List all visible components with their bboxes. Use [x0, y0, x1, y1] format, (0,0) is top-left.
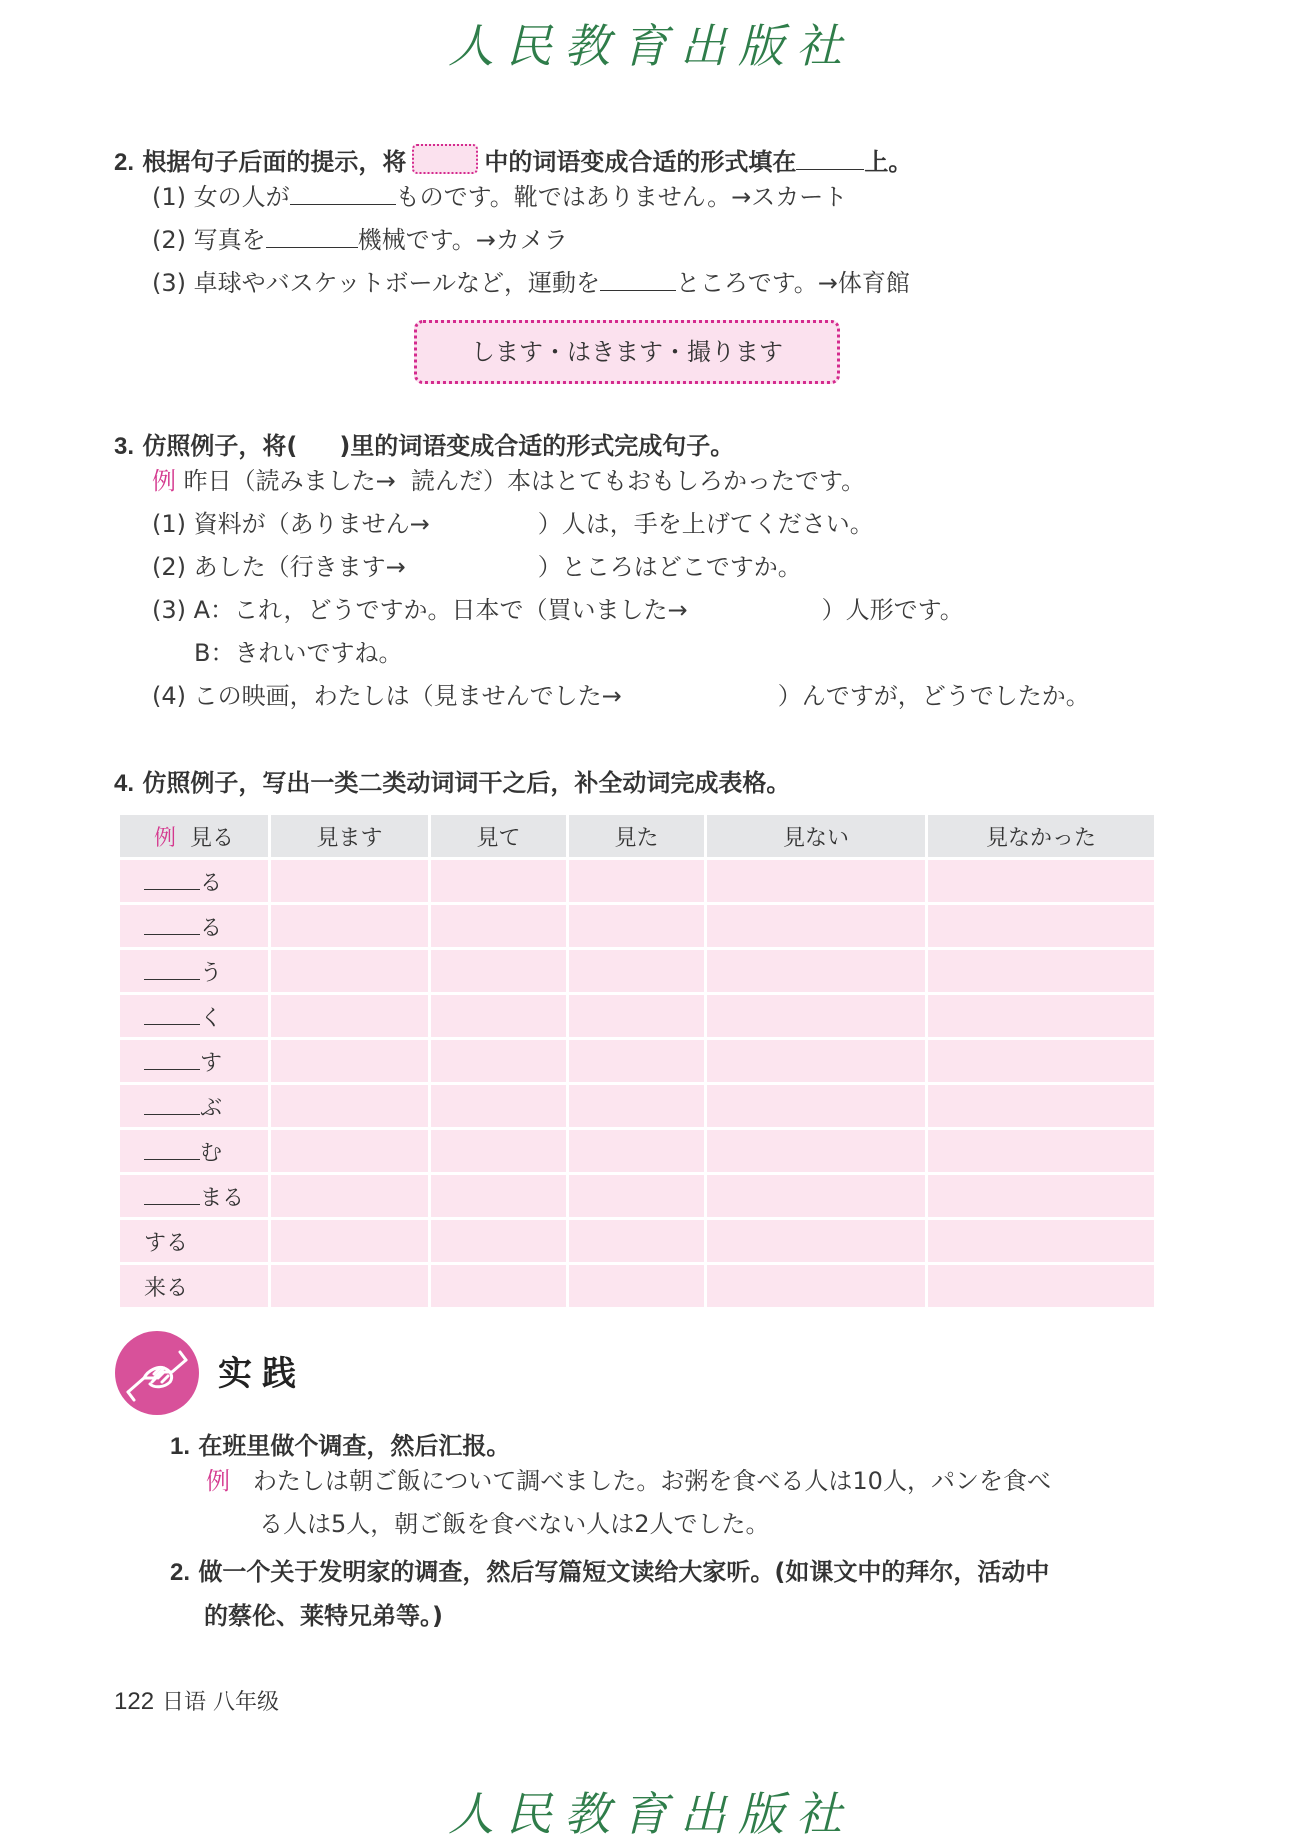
- verb-cell: [120, 1085, 268, 1130]
- answer-cell[interactable]: [928, 905, 1154, 950]
- table-row: [120, 995, 1154, 1040]
- page-number: 122: [114, 1688, 155, 1715]
- stem-blank[interactable]: [144, 1139, 200, 1160]
- answer-cell[interactable]: [707, 860, 925, 905]
- answer-cell[interactable]: [707, 1175, 925, 1220]
- stem-blank[interactable]: [144, 1049, 200, 1070]
- exercise-3-instruction-after: )里的词语变成合适的形式完成句子。: [339, 432, 735, 460]
- verb-cell: [120, 995, 268, 1040]
- answer-blank[interactable]: [266, 225, 358, 248]
- verb-ending: す: [200, 1050, 223, 1076]
- table-header-cell: 見ない: [707, 815, 925, 860]
- answer-blank[interactable]: [600, 268, 676, 291]
- answer-cell[interactable]: [928, 1130, 1154, 1175]
- exercise-2-instruction-end: 上。: [864, 148, 913, 176]
- answer-cell[interactable]: [271, 860, 428, 905]
- table-header-cell: 見ます: [271, 815, 428, 860]
- exercise-2-item-1: [152, 182, 847, 212]
- answer-cell[interactable]: [431, 950, 566, 995]
- table-row: [120, 1265, 1154, 1310]
- answer-cell[interactable]: [569, 1040, 704, 1085]
- item-label: (3): [152, 596, 186, 624]
- item-label: (2): [152, 226, 186, 254]
- table-header-cell: 見なかった: [928, 815, 1154, 860]
- answer-cell[interactable]: [431, 1265, 566, 1310]
- word-box: します・はきます・撮ります: [414, 320, 840, 384]
- exercise-2-heading: [114, 142, 912, 177]
- item-text-after: ものです。靴ではありません。→スカート: [395, 183, 848, 211]
- sample-blank: [796, 147, 864, 170]
- answer-cell[interactable]: [569, 905, 704, 950]
- verb-ending: する: [144, 1230, 189, 1256]
- stem-blank[interactable]: [144, 1094, 200, 1115]
- stem-blank[interactable]: [144, 1004, 200, 1025]
- answer-cell[interactable]: [569, 1175, 704, 1220]
- table-header-example: [120, 815, 268, 860]
- exercise-3-item-3-reply: B：きれいですね。: [194, 639, 403, 667]
- answer-cell[interactable]: [928, 950, 1154, 995]
- answer-cell[interactable]: [431, 905, 566, 950]
- answer-cell[interactable]: [707, 1085, 925, 1130]
- practice-title: 实践: [218, 1354, 306, 1394]
- stem-blank[interactable]: [144, 959, 200, 980]
- table-row: [120, 1040, 1154, 1085]
- verb-ending: く: [200, 1005, 223, 1031]
- answer-cell[interactable]: [431, 1130, 566, 1175]
- item-label: (3): [152, 269, 186, 297]
- answer-cell[interactable]: [271, 1085, 428, 1130]
- item-text-before: この映画，わたしは（見ませんでした→: [193, 682, 622, 710]
- exercise-3-example: [152, 466, 865, 496]
- verb-ending: る: [200, 915, 223, 941]
- table-row: [120, 1130, 1154, 1175]
- practice-item-1: [170, 1426, 510, 1461]
- item-text-before: 写真を: [193, 226, 266, 254]
- stem-blank[interactable]: [144, 869, 200, 890]
- exercise-4-heading: [114, 763, 790, 798]
- item-text-after: ）人は，手を上げてください。: [537, 510, 874, 538]
- book-title: 日语 八年级: [162, 1690, 280, 1715]
- answer-cell[interactable]: [707, 1040, 925, 1085]
- answer-cell[interactable]: [707, 1130, 925, 1175]
- answer-cell[interactable]: [569, 950, 704, 995]
- table-header-cell: 見て: [431, 815, 566, 860]
- stem-blank[interactable]: [144, 1184, 200, 1205]
- answer-cell[interactable]: [431, 1220, 566, 1265]
- practice-example-line-2: る人は5人，朝ご飯を食べない人は2人でした。: [259, 1510, 770, 1538]
- item-label: (1): [152, 183, 186, 211]
- example-verb: 見る: [190, 825, 235, 851]
- exercise-2-instruction-before: 根据句子后面的提示，将: [142, 148, 407, 176]
- verb-ending: む: [200, 1140, 223, 1166]
- item-text-after: ）人形です。: [821, 596, 964, 624]
- answer-cell[interactable]: [271, 905, 428, 950]
- answer-cell[interactable]: [928, 1085, 1154, 1130]
- handshake-icon: [114, 1330, 200, 1416]
- example-mark: 例: [154, 825, 177, 851]
- exercise-2-item-2: [152, 225, 568, 255]
- exercise-2-item-3: [152, 268, 910, 298]
- practice-example-line-1: [206, 1466, 1051, 1496]
- answer-cell[interactable]: [569, 1085, 704, 1130]
- table-header-row: [120, 815, 1154, 860]
- exercise-4-number: 4.: [114, 770, 135, 797]
- example-text-before: 昨日（読みました→: [183, 467, 396, 495]
- example-mark: 例: [152, 467, 176, 495]
- item-text-before: A：これ，どうですか。日本で（買いました→: [193, 596, 688, 624]
- answer-cell[interactable]: [271, 1220, 428, 1265]
- answer-cell[interactable]: [271, 1040, 428, 1085]
- header-publisher-logo: 人民教育出版社: [448, 19, 854, 73]
- conjugation-table: [117, 815, 1157, 1310]
- verb-cell: [120, 905, 268, 950]
- answer-cell[interactable]: [928, 1175, 1154, 1220]
- answer-cell[interactable]: [271, 950, 428, 995]
- verb-ending: う: [200, 960, 223, 986]
- item-text-before: 女の人が: [193, 183, 290, 211]
- item-text-after: 機械です。→カメラ: [357, 226, 568, 254]
- answer-cell[interactable]: [569, 860, 704, 905]
- answer-cell[interactable]: [271, 1130, 428, 1175]
- answer-cell[interactable]: [271, 1175, 428, 1220]
- page-footer: [114, 1685, 279, 1716]
- practice-item-2-line-2: 的蔡伦、莱特兄弟等。): [204, 1602, 443, 1630]
- item-label: (2): [152, 553, 186, 581]
- answer-cell[interactable]: [271, 1265, 428, 1310]
- inline-word-box-icon: [412, 144, 478, 174]
- answer-cell[interactable]: [928, 1265, 1154, 1310]
- answer-cell[interactable]: [707, 950, 925, 995]
- answer-cell[interactable]: [707, 905, 925, 950]
- verb-cell: [120, 860, 268, 905]
- verb-cell: [120, 1175, 268, 1220]
- footer-publisher-logo: 人民教育出版社: [448, 1787, 854, 1841]
- answer-cell[interactable]: [707, 1220, 925, 1265]
- exercise-3-heading: [114, 426, 734, 461]
- exercise-3-number: 3.: [114, 433, 135, 460]
- item-text-before: 卓球やバスケットボールなど，運動を: [193, 269, 600, 297]
- verb-cell: [120, 1220, 268, 1265]
- item-label: (1): [152, 510, 186, 538]
- verb-ending: る: [200, 870, 223, 896]
- exercise-3-item-3: [152, 595, 964, 625]
- exercise-2-number: 2.: [114, 149, 135, 176]
- table-row: [120, 1085, 1154, 1130]
- answer-cell[interactable]: [569, 1265, 704, 1310]
- example-mark: 例: [206, 1467, 230, 1495]
- answer-cell[interactable]: [271, 995, 428, 1040]
- example-text-after: ）本はとてもおもしろかったです。: [483, 467, 866, 495]
- stem-blank[interactable]: [144, 914, 200, 935]
- item-text-before: 資料が（ありません→: [193, 510, 430, 538]
- exercise-2-instruction-after: 中的词语变成合适的形式填在: [484, 148, 797, 176]
- verb-ending: ぶ: [200, 1095, 223, 1121]
- item-text-after: ）んですが，どうでしたか。: [777, 682, 1090, 710]
- verb-cell: [120, 1040, 268, 1085]
- answer-cell[interactable]: [707, 995, 925, 1040]
- item-text-before: あした（行きます→: [193, 553, 406, 581]
- answer-cell[interactable]: [569, 1130, 704, 1175]
- item-text-after: ）ところはどこですか。: [537, 553, 802, 581]
- answer-blank[interactable]: [290, 182, 396, 205]
- item-label: (4): [152, 682, 186, 710]
- answer-cell[interactable]: [928, 860, 1154, 905]
- item-text-after: ところです。→体育館: [675, 269, 910, 297]
- answer-cell[interactable]: [431, 1085, 566, 1130]
- example-answer: 読んだ: [411, 467, 484, 495]
- verb-ending: 来る: [144, 1275, 189, 1301]
- exercise-3-item-2: [152, 552, 802, 582]
- practice-item-number: 1.: [170, 1433, 191, 1460]
- exercise-4-instruction: 仿照例子，写出一类二类动词词干之后，补全动词完成表格。: [142, 769, 791, 797]
- table-row: [120, 1220, 1154, 1265]
- answer-cell[interactable]: [431, 860, 566, 905]
- example-text: わたしは朝ご飯について調べました。お粥を食べる人は10人，パンを食べ: [252, 1467, 1051, 1495]
- practice-item-2: [170, 1552, 1049, 1587]
- answer-cell[interactable]: [928, 995, 1154, 1040]
- verb-cell: [120, 1265, 268, 1310]
- verb-cell: [120, 1130, 268, 1175]
- practice-item-text: 在班里做个调查，然后汇报。: [198, 1432, 511, 1460]
- table-row: [120, 905, 1154, 950]
- answer-cell[interactable]: [928, 1220, 1154, 1265]
- table-row: [120, 950, 1154, 995]
- answer-cell[interactable]: [928, 1040, 1154, 1085]
- table-row: [120, 860, 1154, 905]
- table-header-cell: 見た: [569, 815, 704, 860]
- answer-cell[interactable]: [431, 1175, 566, 1220]
- verb-ending: まる: [200, 1185, 245, 1211]
- exercise-3-item-4: [152, 681, 1090, 711]
- exercise-3-item-1: [152, 509, 874, 539]
- table-row: [120, 1175, 1154, 1220]
- exercise-3-instruction-before: 仿照例子，将(: [142, 432, 298, 460]
- answer-cell[interactable]: [569, 1220, 704, 1265]
- answer-cell[interactable]: [569, 995, 704, 1040]
- answer-cell[interactable]: [431, 1040, 566, 1085]
- answer-cell[interactable]: [707, 1265, 925, 1310]
- practice-item-number: 2.: [170, 1559, 191, 1586]
- answer-cell[interactable]: [431, 995, 566, 1040]
- practice-item-text: 做一个关于发明家的调查，然后写篇短文读给大家听。(如课文中的拜尔，活动中: [198, 1558, 1050, 1586]
- verb-cell: [120, 950, 268, 995]
